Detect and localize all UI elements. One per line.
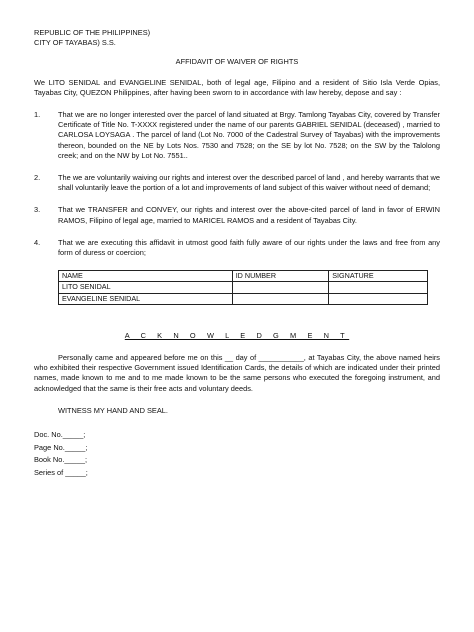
- column-header-name: NAME: [59, 271, 233, 282]
- statement-text: That we TRANSFER and CONVEY, our rights and interest over the above-cited parcel of land in favor of ERWIN RAMOS, Filipino of legal age, married to MARICEL RAMOS and a resident of Tayabas City.: [58, 205, 440, 225]
- venue-line-city: CITY OF TAYABAS) S.S.: [34, 38, 116, 48]
- cell-name: LITO SENIDAL: [59, 282, 233, 293]
- acknowledgment-paragraph: Personally came and appeared before me on this __ day of ___________, at Tayabas City, the above named heirs who exhibited their respective Government issued Identification Cards, the details of which are indicated under their printed names, made known to me and to me made known to be the same persons who executed the foregoing instrument, and acknowledged that the same is their free acts and voluntary deeds.: [34, 353, 440, 393]
- column-header-id-number: ID NUMBER: [232, 271, 329, 282]
- cell-name: EVANGELINE SENIDAL: [59, 293, 233, 304]
- statement-number: 1.: [34, 110, 41, 120]
- witness-line: WITNESS MY HAND AND SEAL.: [58, 405, 168, 415]
- cell-signature: [329, 293, 428, 304]
- statement-text: That we are no longer interested over the parcel of land situated at Brgy. Tamlong Tayabas City, covered by Transfer Certificate of Title No. T-XXXX registered under the name of our parents GABRIEL SENIDAL (deceased) , married to CARLOSA LOYSAGA . The parcel of land (Lot No. 7000 of the Cadestral Survey of Tayabas) with the improvements thereon, bounded on the NE by Lots Nos. 7530 and 7528; on the SE by lot No. 7528; on the SW by the Talolong creek; and on the NW by Lot No. 7551..: [58, 110, 440, 160]
- statement-number: 4.: [34, 237, 41, 247]
- statement-number: 3.: [34, 205, 41, 215]
- cell-id-number: [232, 293, 329, 304]
- table-row: [59, 293, 428, 304]
- statement-item: [34, 110, 440, 161]
- statement-item: [34, 238, 440, 258]
- intro-paragraph: We LITO SENIDAL and EVANGELINE SENIDAL, both of legal age, Filipino and a resident of Sitio Isla Verde Opias, Tayabas City, QUEZON Philippines, after having been sworn to in accordance with law hereby, depose and say :: [34, 77, 440, 97]
- page-number-line: Page No._____;: [34, 442, 88, 452]
- venue-line-republic: REPUBLIC OF THE PHILIPPINES): [34, 28, 151, 37]
- notarial-register: [34, 430, 440, 478]
- doc-number-line: Doc. No._____;: [34, 430, 86, 440]
- signatory-table: [58, 270, 428, 305]
- acknowledgment-title: A C K N O W L E D G M E N T: [124, 330, 350, 340]
- cell-signature: [329, 282, 428, 293]
- cell-id-number: [232, 282, 329, 293]
- series-line: Series of _____;: [34, 467, 88, 477]
- table-header-row: [59, 271, 428, 282]
- statement-item: [34, 205, 440, 225]
- table-row: [59, 282, 428, 293]
- column-header-signature: SIGNATURE: [329, 271, 428, 282]
- statement-text: The we are voluntarily waiving our rights and interest over the described parcel of land , and hereby warrants that we shall voluntarily leave the portion of a lot and improvements of land subject of this waiver without need of demand;: [58, 173, 440, 193]
- document-title: AFFIDAVIT OF WAIVER OF RIGHTS: [175, 57, 299, 67]
- statement-item: [34, 173, 440, 193]
- statement-number: 2.: [34, 173, 41, 183]
- book-number-line: Book No._____;: [34, 455, 88, 465]
- numbered-statements: [34, 110, 440, 258]
- statement-text: That we are executing this affidavit in utmost good faith fully aware of our rights under the laws and free from any form of duress or coercion;: [58, 237, 440, 258]
